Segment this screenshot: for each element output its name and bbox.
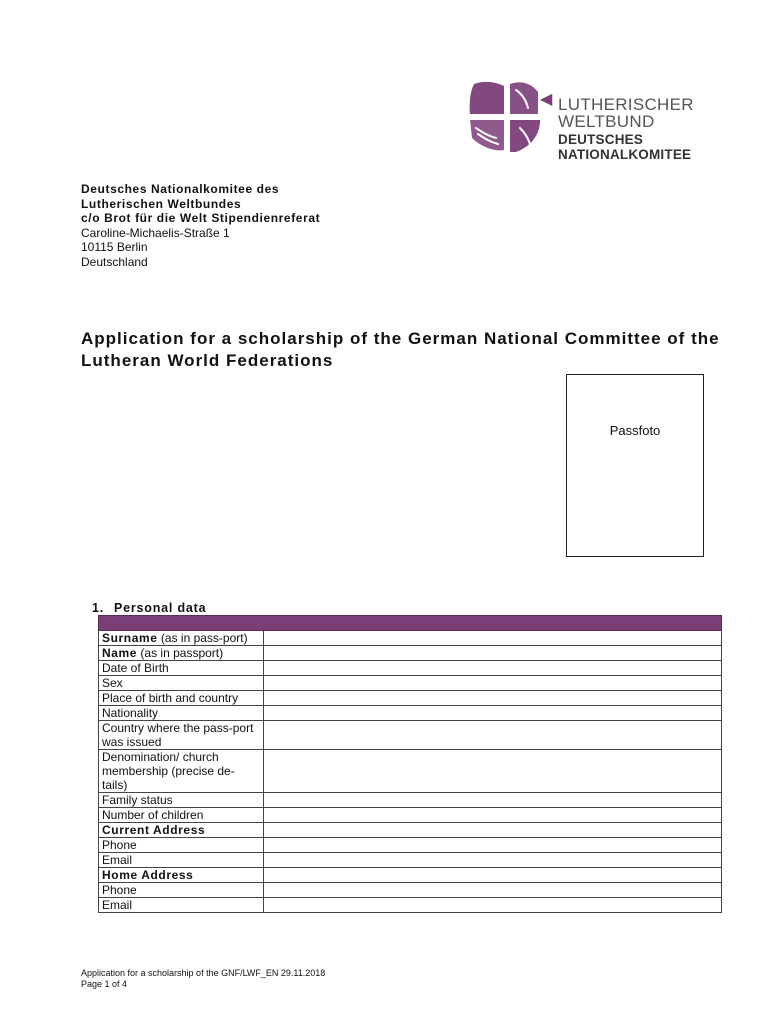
field-label-text: Phone (102, 838, 137, 852)
field-label-text: (as in pass-port) (157, 631, 248, 645)
field-label (99, 823, 264, 838)
address-line-2: Lutherischen Weltbundes (81, 196, 242, 211)
field-label-text: Date of Birth (102, 661, 169, 675)
field-value-input[interactable] (264, 808, 722, 823)
field-value-input[interactable] (264, 838, 722, 853)
field-label (99, 646, 264, 661)
logo-line-4: NATIONALKOMITEE (558, 147, 692, 162)
page-footer (81, 968, 325, 990)
field-label (99, 793, 264, 808)
field-value-input[interactable] (264, 853, 722, 868)
table-row (99, 691, 722, 706)
table-row (99, 823, 722, 838)
field-label (99, 676, 264, 691)
field-value-input[interactable] (264, 793, 722, 808)
field-label-bold: Surname (102, 631, 158, 645)
table-row (99, 676, 722, 691)
logo-line-1: LUTHERISCHER (558, 95, 694, 114)
field-label-text: Place of birth and country (102, 691, 239, 705)
field-label (99, 750, 264, 793)
field-label (99, 868, 264, 883)
field-label-text: Phone (102, 883, 137, 897)
address-line-1: Deutsches Nationalkomitee des (81, 182, 280, 196)
logo-quadrant-top-left (470, 82, 504, 114)
logo-quadrant-bottom-right (510, 120, 540, 152)
table-row (99, 793, 722, 808)
field-value-input[interactable] (264, 646, 722, 661)
table-header-row (99, 616, 722, 631)
passport-photo-box[interactable] (566, 374, 704, 557)
logo-line-2: WELTBUND (558, 112, 655, 131)
field-label (99, 883, 264, 898)
field-label (99, 898, 264, 913)
field-label-bold: Current Address (102, 823, 206, 837)
field-label (99, 691, 264, 706)
field-label (99, 631, 264, 646)
field-label-bold: Home Address (102, 868, 194, 882)
address-line-5: 10115 Berlin (81, 240, 148, 254)
recipient-address (81, 182, 320, 269)
table-row (99, 808, 722, 823)
table-row (99, 631, 722, 646)
field-label (99, 808, 264, 823)
logo-text (558, 96, 694, 162)
table-row (99, 853, 722, 868)
field-label-text: Country where the pass-port was issued (102, 721, 254, 749)
field-label-text: Email (102, 853, 133, 867)
table-row (99, 868, 722, 883)
field-label-bold: Name (102, 646, 138, 660)
field-label-text: Denomination/ church membership (precise de-tails) (102, 750, 235, 792)
table-row (99, 898, 722, 913)
field-value-input[interactable] (264, 631, 722, 646)
document-title: Application for a scholarship of the German National Committee of the Lutheran World Federations (81, 329, 720, 370)
field-value-input[interactable] (264, 661, 722, 676)
table-row (99, 721, 722, 750)
field-value-input[interactable] (264, 691, 722, 706)
field-label (99, 838, 264, 853)
field-label-text: Number of children (102, 808, 204, 822)
table-row (99, 883, 722, 898)
personal-data-table (98, 615, 722, 913)
section-title: Personal data (114, 601, 207, 615)
field-value-input[interactable] (264, 823, 722, 838)
field-label-text: Family status (102, 793, 173, 807)
table-row (99, 706, 722, 721)
address-line-4: Caroline-Michaelis-Straße 1 (81, 225, 230, 240)
field-label-text: (as in passport) (137, 646, 224, 660)
footer-page-number: Page 1 of 4 (81, 979, 128, 989)
footer-document-id: Application for a scholarship of the GNF/LWF_EN 29.11.2018 (81, 968, 326, 978)
field-value-input[interactable] (264, 883, 722, 898)
table-row (99, 646, 722, 661)
field-label-text: Nationality (102, 706, 159, 720)
field-value-input[interactable] (264, 750, 722, 793)
table-row (99, 750, 722, 793)
section-number: 1. (92, 601, 105, 615)
field-value-input[interactable] (264, 898, 722, 913)
table-row (99, 661, 722, 676)
field-label (99, 661, 264, 676)
field-label-text: Email (102, 898, 133, 912)
field-value-input[interactable] (264, 721, 722, 750)
section-heading (92, 601, 206, 615)
field-value-input[interactable] (264, 676, 722, 691)
field-value-input[interactable] (264, 706, 722, 721)
photo-label: Passfoto (609, 423, 661, 438)
field-label (99, 853, 264, 868)
logo-line-3: DEUTSCHES (558, 132, 644, 147)
svg-text:◀: ◀ (540, 89, 553, 108)
address-line-6: Deutschland (81, 254, 148, 269)
table-row (99, 838, 722, 853)
field-value-input[interactable] (264, 868, 722, 883)
address-line-3: c/o Brot für die Welt Stipendienreferat (81, 211, 321, 225)
field-label-text: Sex (102, 676, 123, 690)
field-label (99, 706, 264, 721)
field-label (99, 721, 264, 750)
